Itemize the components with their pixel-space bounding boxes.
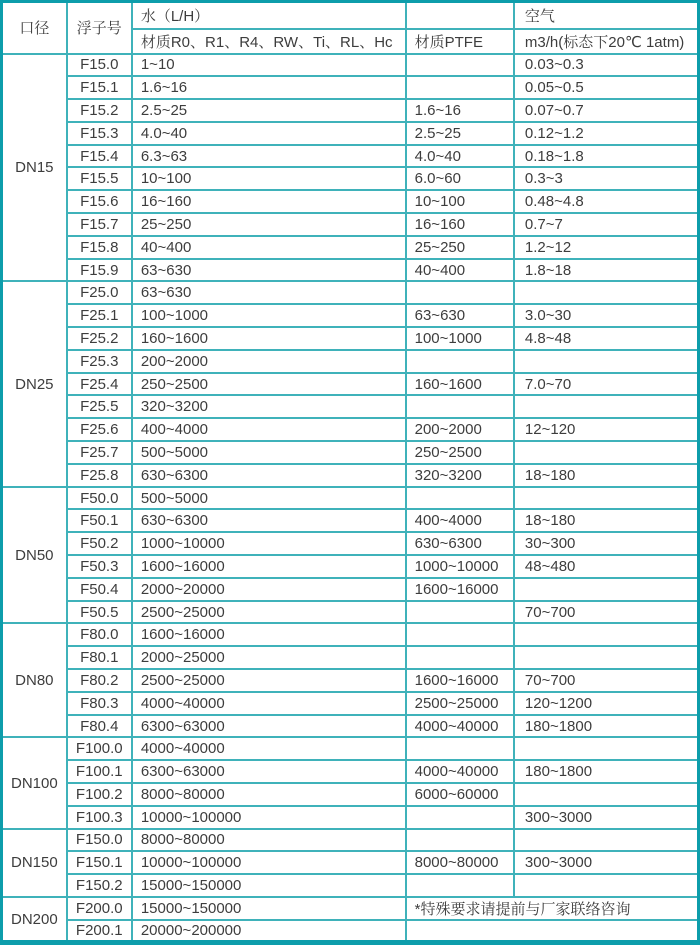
water-r-range-cell: 320~3200 bbox=[132, 395, 406, 418]
table-row bbox=[2, 281, 699, 304]
water-ptfe-range-cell: 160~1600 bbox=[406, 373, 514, 396]
col-header-diameter: 口径 bbox=[2, 2, 67, 54]
water-ptfe-range-cell: 10~100 bbox=[406, 190, 514, 213]
air-range-cell: 4.8~48 bbox=[514, 327, 699, 350]
float-number-cell: F50.3 bbox=[67, 555, 132, 578]
table-row bbox=[2, 167, 699, 190]
water-ptfe-range-cell: 25~250 bbox=[406, 236, 514, 259]
float-number-cell: F100.2 bbox=[67, 783, 132, 806]
water-ptfe-range-cell: 250~2500 bbox=[406, 441, 514, 464]
water-ptfe-range-cell: 1600~16000 bbox=[406, 578, 514, 601]
table-row bbox=[2, 760, 699, 783]
table-row bbox=[2, 76, 699, 99]
table-row bbox=[2, 601, 699, 624]
water-ptfe-range-cell: 1600~16000 bbox=[406, 669, 514, 692]
water-r-range-cell: 1.6~16 bbox=[132, 76, 406, 99]
air-range-cell: 70~700 bbox=[514, 669, 699, 692]
water-r-range-cell: 40~400 bbox=[132, 236, 406, 259]
water-ptfe-range-cell: 630~6300 bbox=[406, 532, 514, 555]
water-r-range-cell: 630~6300 bbox=[132, 464, 406, 487]
air-range-cell: 18~180 bbox=[514, 464, 699, 487]
float-number-cell: F80.2 bbox=[67, 669, 132, 692]
table-row bbox=[2, 122, 699, 145]
air-range-cell bbox=[514, 737, 699, 760]
table-row bbox=[2, 99, 699, 122]
float-number-cell: F25.0 bbox=[67, 281, 132, 304]
water-r-range-cell: 25~250 bbox=[132, 213, 406, 236]
water-ptfe-range-cell bbox=[406, 737, 514, 760]
water-r-range-cell: 2000~20000 bbox=[132, 578, 406, 601]
table-row bbox=[2, 806, 699, 829]
float-number-cell: F15.1 bbox=[67, 76, 132, 99]
water-ptfe-range-cell: 100~1000 bbox=[406, 327, 514, 350]
float-number-cell: F25.8 bbox=[67, 464, 132, 487]
table-row bbox=[2, 441, 699, 464]
float-number-cell: F15.7 bbox=[67, 213, 132, 236]
water-r-range-cell: 250~2500 bbox=[132, 373, 406, 396]
water-r-range-cell: 8000~80000 bbox=[132, 783, 406, 806]
table-header bbox=[2, 2, 699, 54]
air-range-cell: 30~300 bbox=[514, 532, 699, 555]
air-range-cell bbox=[514, 874, 699, 897]
water-header-spacer bbox=[406, 2, 514, 29]
water-r-range-cell: 63~630 bbox=[132, 259, 406, 282]
water-r-range-cell: 1000~10000 bbox=[132, 532, 406, 555]
table-row bbox=[2, 213, 699, 236]
air-range-cell: 0.3~3 bbox=[514, 167, 699, 190]
water-ptfe-range-cell bbox=[406, 806, 514, 829]
water-ptfe-range-cell: 1000~10000 bbox=[406, 555, 514, 578]
water-ptfe-range-cell bbox=[406, 487, 514, 510]
float-number-cell: F80.1 bbox=[67, 646, 132, 669]
col-header-air-title: 空气 bbox=[514, 2, 699, 29]
col-header-water-material-ptfe: 材质PTFE bbox=[406, 29, 514, 54]
water-r-range-cell: 2500~25000 bbox=[132, 669, 406, 692]
water-r-range-cell: 10000~100000 bbox=[132, 851, 406, 874]
float-number-cell: F25.3 bbox=[67, 350, 132, 373]
air-range-cell: 48~480 bbox=[514, 555, 699, 578]
water-r-range-cell: 63~630 bbox=[132, 281, 406, 304]
float-number-cell: F15.2 bbox=[67, 99, 132, 122]
air-range-cell: 0.7~7 bbox=[514, 213, 699, 236]
water-r-range-cell: 6300~63000 bbox=[132, 715, 406, 738]
table-row bbox=[2, 715, 699, 738]
float-number-cell: F100.0 bbox=[67, 737, 132, 760]
table-row bbox=[2, 236, 699, 259]
air-range-cell: 0.03~0.3 bbox=[514, 54, 699, 77]
table-row bbox=[2, 669, 699, 692]
diameter-cell: DN200 bbox=[2, 897, 67, 943]
table-row bbox=[2, 646, 699, 669]
table-row bbox=[2, 327, 699, 350]
float-number-cell: F15.4 bbox=[67, 145, 132, 168]
diameter-cell: DN25 bbox=[2, 281, 67, 486]
water-ptfe-range-cell: 4.0~40 bbox=[406, 145, 514, 168]
air-range-cell: 1.8~18 bbox=[514, 259, 699, 282]
table-row bbox=[2, 737, 699, 760]
water-ptfe-range-cell: 1.6~16 bbox=[406, 99, 514, 122]
air-range-cell: 0.48~4.8 bbox=[514, 190, 699, 213]
col-header-water-title: 水（L/H） bbox=[132, 2, 406, 29]
air-range-cell: 7.0~70 bbox=[514, 373, 699, 396]
water-r-range-cell: 4000~40000 bbox=[132, 692, 406, 715]
water-ptfe-range-cell bbox=[406, 874, 514, 897]
air-range-cell: 180~1800 bbox=[514, 715, 699, 738]
table-row bbox=[2, 190, 699, 213]
water-ptfe-range-cell: 2.5~25 bbox=[406, 122, 514, 145]
float-number-cell: F15.0 bbox=[67, 54, 132, 77]
table-row bbox=[2, 692, 699, 715]
table-row bbox=[2, 395, 699, 418]
water-ptfe-range-cell bbox=[406, 646, 514, 669]
air-range-cell: 0.07~0.7 bbox=[514, 99, 699, 122]
float-number-cell: F50.5 bbox=[67, 601, 132, 624]
table-row bbox=[2, 145, 699, 168]
water-ptfe-range-cell: 200~2000 bbox=[406, 418, 514, 441]
water-ptfe-range-cell: 8000~80000 bbox=[406, 851, 514, 874]
special-note-cell bbox=[406, 920, 699, 943]
table-row bbox=[2, 897, 699, 920]
table-row bbox=[2, 555, 699, 578]
water-r-range-cell: 2.5~25 bbox=[132, 99, 406, 122]
diameter-cell: DN15 bbox=[2, 54, 67, 282]
float-number-cell: F100.3 bbox=[67, 806, 132, 829]
water-r-range-cell: 200~2000 bbox=[132, 350, 406, 373]
float-number-cell: F50.1 bbox=[67, 509, 132, 532]
float-number-cell: F80.4 bbox=[67, 715, 132, 738]
float-number-cell: F15.6 bbox=[67, 190, 132, 213]
float-number-cell: F80.0 bbox=[67, 623, 132, 646]
water-ptfe-range-cell: 40~400 bbox=[406, 259, 514, 282]
water-r-range-cell: 15000~150000 bbox=[132, 874, 406, 897]
air-range-cell: 300~3000 bbox=[514, 851, 699, 874]
air-range-cell bbox=[514, 623, 699, 646]
water-r-range-cell: 100~1000 bbox=[132, 304, 406, 327]
col-header-water-material-r: 材质R0、R1、R4、RW、Ti、RL、Hc bbox=[132, 29, 406, 54]
float-number-cell: F25.1 bbox=[67, 304, 132, 327]
water-r-range-cell: 160~1600 bbox=[132, 327, 406, 350]
float-number-cell: F200.0 bbox=[67, 897, 132, 920]
table-row bbox=[2, 259, 699, 282]
water-ptfe-range-cell: 400~4000 bbox=[406, 509, 514, 532]
float-number-cell: F25.5 bbox=[67, 395, 132, 418]
float-number-cell: F50.4 bbox=[67, 578, 132, 601]
table-row bbox=[2, 532, 699, 555]
water-r-range-cell: 2500~25000 bbox=[132, 601, 406, 624]
water-ptfe-range-cell bbox=[406, 601, 514, 624]
float-number-cell: F200.1 bbox=[67, 920, 132, 943]
air-range-cell: 0.05~0.5 bbox=[514, 76, 699, 99]
water-ptfe-range-cell bbox=[406, 395, 514, 418]
air-range-cell: 0.12~1.2 bbox=[514, 122, 699, 145]
table-row bbox=[2, 487, 699, 510]
water-r-range-cell: 500~5000 bbox=[132, 441, 406, 464]
water-r-range-cell: 1600~16000 bbox=[132, 555, 406, 578]
special-note-cell: *特殊要求请提前与厂家联络咨询 bbox=[406, 897, 699, 920]
water-r-range-cell: 630~6300 bbox=[132, 509, 406, 532]
water-r-range-cell: 500~5000 bbox=[132, 487, 406, 510]
air-range-cell: 70~700 bbox=[514, 601, 699, 624]
diameter-cell: DN100 bbox=[2, 737, 67, 828]
table-body bbox=[2, 54, 699, 943]
table-row bbox=[2, 418, 699, 441]
air-range-cell bbox=[514, 441, 699, 464]
float-number-cell: F80.3 bbox=[67, 692, 132, 715]
water-ptfe-range-cell bbox=[406, 623, 514, 646]
air-range-cell: 18~180 bbox=[514, 509, 699, 532]
water-r-range-cell: 4.0~40 bbox=[132, 122, 406, 145]
air-range-cell: 180~1800 bbox=[514, 760, 699, 783]
air-range-cell bbox=[514, 646, 699, 669]
float-number-cell: F150.2 bbox=[67, 874, 132, 897]
water-r-range-cell: 10000~100000 bbox=[132, 806, 406, 829]
table-row bbox=[2, 350, 699, 373]
float-number-cell: F25.6 bbox=[67, 418, 132, 441]
air-range-cell bbox=[514, 829, 699, 852]
water-ptfe-range-cell bbox=[406, 829, 514, 852]
air-range-cell bbox=[514, 395, 699, 418]
table-header-row-1 bbox=[2, 2, 699, 29]
table-row bbox=[2, 829, 699, 852]
air-range-cell: 300~3000 bbox=[514, 806, 699, 829]
water-r-range-cell: 1~10 bbox=[132, 54, 406, 77]
air-range-cell bbox=[514, 281, 699, 304]
table-row bbox=[2, 920, 699, 943]
float-number-cell: F150.1 bbox=[67, 851, 132, 874]
table-row bbox=[2, 464, 699, 487]
water-ptfe-range-cell: 4000~40000 bbox=[406, 760, 514, 783]
water-r-range-cell: 400~4000 bbox=[132, 418, 406, 441]
float-number-cell: F25.2 bbox=[67, 327, 132, 350]
water-r-range-cell: 6300~63000 bbox=[132, 760, 406, 783]
air-range-cell bbox=[514, 350, 699, 373]
water-ptfe-range-cell: 16~160 bbox=[406, 213, 514, 236]
table-row bbox=[2, 851, 699, 874]
water-ptfe-range-cell bbox=[406, 350, 514, 373]
water-ptfe-range-cell bbox=[406, 281, 514, 304]
water-ptfe-range-cell: 320~3200 bbox=[406, 464, 514, 487]
float-number-cell: F100.1 bbox=[67, 760, 132, 783]
air-range-cell: 1.2~12 bbox=[514, 236, 699, 259]
water-r-range-cell: 1600~16000 bbox=[132, 623, 406, 646]
col-header-air-unit: m3/h(标态下20℃ 1atm) bbox=[514, 29, 699, 54]
col-header-float-number: 浮子号 bbox=[67, 2, 132, 54]
water-ptfe-range-cell bbox=[406, 54, 514, 77]
water-r-range-cell: 10~100 bbox=[132, 167, 406, 190]
float-number-cell: F15.9 bbox=[67, 259, 132, 282]
water-r-range-cell: 8000~80000 bbox=[132, 829, 406, 852]
water-r-range-cell: 2000~25000 bbox=[132, 646, 406, 669]
float-number-cell: F50.0 bbox=[67, 487, 132, 510]
diameter-cell: DN50 bbox=[2, 487, 67, 624]
water-r-range-cell: 20000~200000 bbox=[132, 920, 406, 943]
float-number-cell: F15.8 bbox=[67, 236, 132, 259]
table-row bbox=[2, 304, 699, 327]
table-row bbox=[2, 874, 699, 897]
float-number-cell: F25.7 bbox=[67, 441, 132, 464]
float-number-cell: F25.4 bbox=[67, 373, 132, 396]
water-r-range-cell: 6.3~63 bbox=[132, 145, 406, 168]
float-number-cell: F150.0 bbox=[67, 829, 132, 852]
water-ptfe-range-cell: 6000~60000 bbox=[406, 783, 514, 806]
air-range-cell bbox=[514, 783, 699, 806]
water-ptfe-range-cell: 6.0~60 bbox=[406, 167, 514, 190]
diameter-cell: DN80 bbox=[2, 623, 67, 737]
float-number-cell: F15.5 bbox=[67, 167, 132, 190]
air-range-cell: 0.18~1.8 bbox=[514, 145, 699, 168]
air-range-cell bbox=[514, 578, 699, 601]
table-row bbox=[2, 623, 699, 646]
air-range-cell: 120~1200 bbox=[514, 692, 699, 715]
water-ptfe-range-cell: 2500~25000 bbox=[406, 692, 514, 715]
table-row bbox=[2, 578, 699, 601]
water-r-range-cell: 15000~150000 bbox=[132, 897, 406, 920]
table-row bbox=[2, 509, 699, 532]
water-r-range-cell: 4000~40000 bbox=[132, 737, 406, 760]
table-row bbox=[2, 783, 699, 806]
diameter-cell: DN150 bbox=[2, 829, 67, 897]
water-ptfe-range-cell bbox=[406, 76, 514, 99]
table-row bbox=[2, 373, 699, 396]
water-ptfe-range-cell: 63~630 bbox=[406, 304, 514, 327]
air-range-cell bbox=[514, 487, 699, 510]
air-range-cell: 3.0~30 bbox=[514, 304, 699, 327]
table-row bbox=[2, 54, 699, 77]
air-range-cell: 12~120 bbox=[514, 418, 699, 441]
water-ptfe-range-cell: 4000~40000 bbox=[406, 715, 514, 738]
float-number-cell: F15.3 bbox=[67, 122, 132, 145]
float-number-cell: F50.2 bbox=[67, 532, 132, 555]
water-r-range-cell: 16~160 bbox=[132, 190, 406, 213]
